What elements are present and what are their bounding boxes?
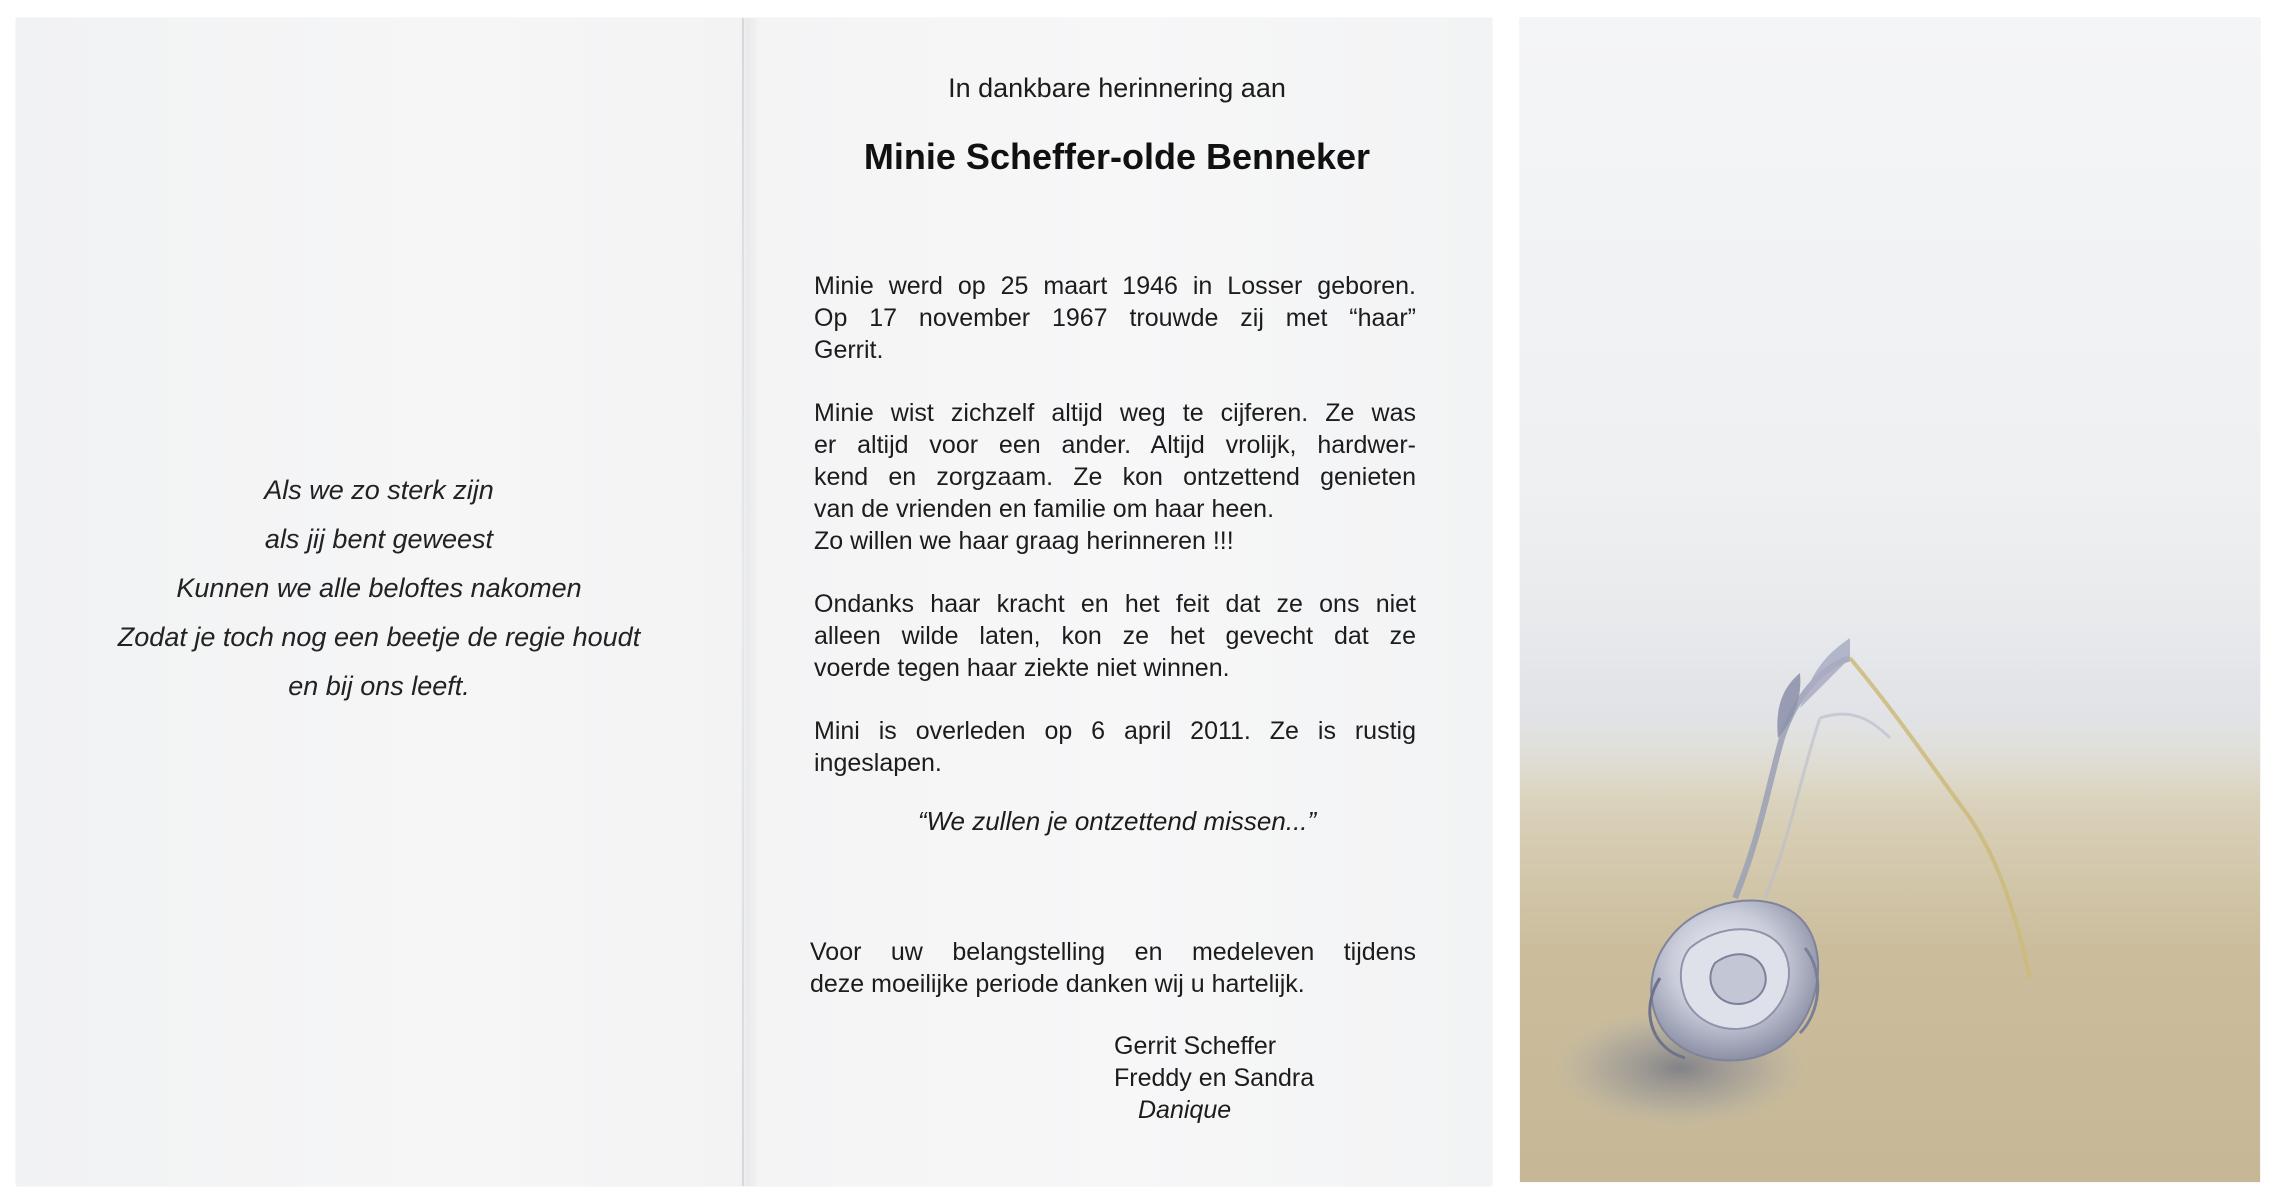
- signature-line: Freddy en Sandra: [1114, 1064, 1315, 1092]
- text-line: ingeslapen.: [814, 749, 942, 777]
- farewell-quote: “We zullen je ontzettend missen...”: [917, 806, 1317, 836]
- text-line: alleen wilde laten, kon ze het gevecht dat ze: [814, 622, 1416, 650]
- text-line: Mini is overleden op 6 april 2011. Ze is rustig: [814, 717, 1416, 745]
- deceased-name: Minie Scheffer-olde Benneker: [863, 136, 1371, 177]
- card-cover-illustration: [1520, 18, 2260, 1182]
- text-line: Minie werd op 25 maart 1946 in Losser geboren.: [814, 272, 1416, 300]
- poem-line: Zodat je toch nog een beetje de regie houdt: [117, 622, 641, 652]
- rose-icon: [1520, 18, 2260, 1182]
- text-line: Voor uw belangstelling en medeleven tijdens: [810, 938, 1416, 966]
- text-line: van de vrienden en familie om haar heen.: [814, 495, 1275, 523]
- signature-line: Danique: [1138, 1096, 1232, 1124]
- paragraph-birth-marriage: [814, 270, 1416, 366]
- text-line: Ondanks haar kracht en het feit dat ze ons niet: [814, 590, 1416, 618]
- paragraph-character: [814, 397, 1416, 557]
- poem-line: en bij ons leeft.: [288, 671, 470, 701]
- text-line: er altijd voor een ander. Altijd vrolijk, hardwer-: [814, 431, 1416, 459]
- poem: [16, 466, 742, 711]
- signatures: [1114, 1030, 1314, 1126]
- text-line: Op 17 november 1967 trouwde zij met “haar”: [814, 304, 1416, 332]
- memorial-text-page: [742, 18, 1492, 1186]
- signature-line: Gerrit Scheffer: [1114, 1032, 1277, 1060]
- paragraph-thanks: [810, 936, 1416, 1000]
- intro-line: In dankbare herinnering aan: [948, 73, 1286, 103]
- poem-line: als jij bent geweest: [264, 524, 494, 554]
- paragraph-illness: [814, 588, 1416, 684]
- poem-line: Kunnen we alle beloftes nakomen: [176, 573, 582, 603]
- folded-card-inside: [16, 18, 1492, 1186]
- text-line: Gerrit.: [814, 336, 884, 364]
- paragraph-passing: [814, 715, 1416, 779]
- text-line: deze moeilijke periode danken wij u hartelijk.: [810, 970, 1305, 998]
- text-line: kend en zorgzaam. Ze kon ontzettend genieten: [814, 463, 1416, 491]
- poem-line: Als we zo sterk zijn: [264, 475, 494, 505]
- text-line: Minie wist zichzelf altijd weg te cijferen. Ze was: [814, 399, 1416, 427]
- text-line: Zo willen we haar graag herinneren !!!: [814, 527, 1234, 555]
- text-line: voerde tegen haar ziekte niet winnen.: [814, 654, 1230, 682]
- poem-page: [16, 18, 742, 1186]
